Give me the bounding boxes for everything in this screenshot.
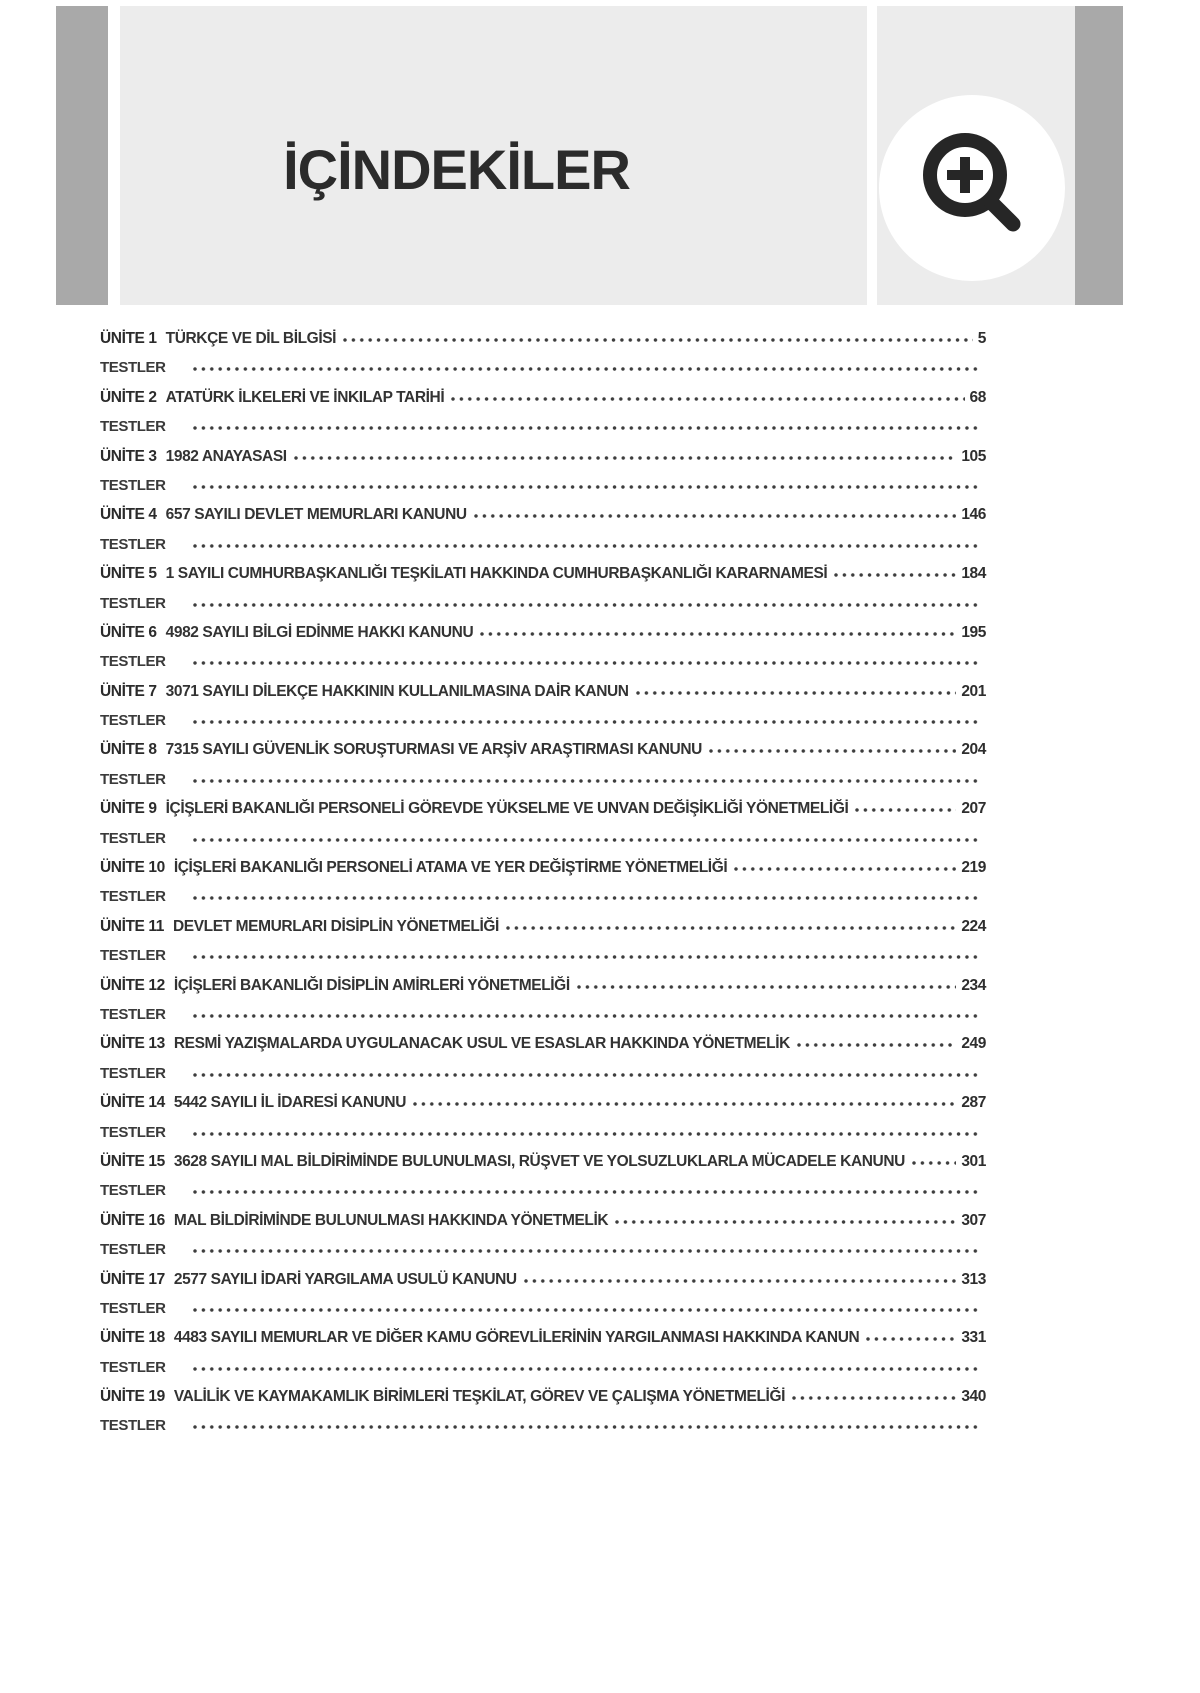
toc-tests-label: TESTLER bbox=[100, 1417, 166, 1435]
dot-leader bbox=[193, 779, 981, 783]
toc-entry-row bbox=[100, 448, 986, 477]
toc-entry-page-number: 301 bbox=[961, 1152, 986, 1170]
dot-leader bbox=[193, 838, 981, 842]
dot-leader bbox=[413, 1102, 956, 1106]
toc-tests-row bbox=[100, 418, 986, 447]
dot-leader bbox=[912, 1161, 956, 1165]
toc-entry-title: İÇİŞLERİ BAKANLIĞI DİSİPLİN AMİRLERİ YÖNETMELİĞİ bbox=[173, 976, 570, 994]
toc-tests-row bbox=[100, 1241, 986, 1270]
dot-leader bbox=[193, 485, 981, 489]
dot-leader bbox=[524, 1279, 957, 1283]
toc-entry-row bbox=[100, 1212, 986, 1241]
toc-entry-title: RESMİ YAZIŞMALARDA UYGULANACAK USUL VE ESASLAR HAKKINDA YÖNETMELİK bbox=[173, 1035, 790, 1053]
toc-tests-label: TESTLER bbox=[100, 1123, 166, 1141]
toc-tests-label: TESTLER bbox=[100, 947, 166, 965]
dot-leader bbox=[193, 1014, 981, 1018]
toc-entry-page-number: 249 bbox=[961, 1035, 986, 1053]
dot-leader bbox=[193, 544, 981, 548]
dot-leader bbox=[193, 1132, 981, 1136]
toc-entry-unit-label: ÜNİTE 6 bbox=[100, 623, 157, 641]
toc-entry-unit-label: ÜNİTE 1 bbox=[100, 330, 157, 347]
dot-leader bbox=[294, 456, 957, 460]
toc-entry-unit-label: ÜNİTE 4 bbox=[100, 506, 157, 524]
dot-leader bbox=[506, 926, 956, 930]
toc-entry-title: 1982 ANAYASASI bbox=[165, 447, 287, 465]
toc-tests-label: TESTLER bbox=[100, 476, 166, 494]
toc-entry-page-number: 340 bbox=[961, 1388, 986, 1406]
toc-entry-unit-label: ÜNİTE 12 bbox=[100, 976, 165, 994]
toc-entry-page-number: 207 bbox=[961, 800, 986, 818]
dot-leader bbox=[474, 514, 957, 518]
header-title-panel bbox=[120, 6, 867, 305]
toc-entry-unit-label: ÜNİTE 7 bbox=[100, 682, 157, 700]
toc-entry-page-number: 219 bbox=[961, 859, 986, 877]
toc-tests-label: TESTLER bbox=[100, 594, 166, 612]
dot-leader bbox=[193, 1073, 981, 1077]
toc-tests-label: TESTLER bbox=[100, 418, 166, 436]
toc-tests-row bbox=[100, 653, 986, 682]
toc-entry-page-number: 68 bbox=[969, 388, 986, 406]
toc-tests-label: TESTLER bbox=[100, 1299, 166, 1317]
toc-tests-row bbox=[100, 1006, 986, 1035]
toc-tests-row bbox=[100, 1124, 986, 1153]
toc-entry-unit-label: ÜNİTE 10 bbox=[100, 859, 165, 877]
toc-tests-row bbox=[100, 830, 986, 859]
toc-entry-page-number: 313 bbox=[961, 1270, 986, 1288]
dot-leader bbox=[193, 1425, 981, 1429]
right-accent-bar bbox=[1075, 6, 1123, 305]
dot-leader bbox=[577, 985, 957, 989]
toc-entry-unit-label: ÜNİTE 19 bbox=[100, 1388, 165, 1406]
toc-entry-title: İÇİŞLERİ BAKANLIĞI PERSONELİ ATAMA VE YER DEĞİŞTİRME YÖNETMELİĞİ bbox=[173, 859, 728, 877]
toc-tests-row bbox=[100, 1065, 986, 1094]
dot-leader bbox=[615, 1220, 956, 1224]
toc-entry-row bbox=[100, 800, 986, 829]
toc-entry-row bbox=[100, 624, 986, 653]
dot-leader bbox=[193, 367, 981, 371]
left-accent-bar bbox=[56, 6, 108, 305]
dot-leader bbox=[193, 426, 981, 430]
toc-entry-unit-label: ÜNİTE 18 bbox=[100, 1329, 165, 1347]
dot-leader bbox=[734, 867, 956, 871]
toc-entry-row bbox=[100, 1388, 986, 1417]
toc-tests-row bbox=[100, 1417, 986, 1446]
toc-entry-row bbox=[100, 565, 986, 594]
toc-tests-row bbox=[100, 771, 986, 800]
toc-entry-page-number: 184 bbox=[961, 565, 986, 583]
toc-tests-row bbox=[100, 536, 986, 565]
toc-entry-title: İÇİŞLERİ BAKANLIĞI PERSONELİ GÖREVDE YÜKSELME VE UNVAN DEĞİŞİKLİĞİ YÖNETMELİĞİ bbox=[165, 800, 849, 818]
toc-entry-row bbox=[100, 918, 986, 947]
toc-entry-unit-label: ÜNİTE 14 bbox=[100, 1094, 165, 1112]
toc-entry-row bbox=[100, 1094, 986, 1123]
toc-entry-unit-label: ÜNİTE 9 bbox=[100, 800, 157, 818]
toc-entry-unit-label: ÜNİTE 15 bbox=[100, 1152, 165, 1170]
toc-entry-title: 4483 SAYILI MEMURLAR VE DİĞER KAMU GÖREVLİLERİNİN YARGILANMASI HAKKINDA KANUN bbox=[173, 1329, 860, 1347]
toc-entry-title: 657 SAYILI DEVLET MEMURLARI KANUNU bbox=[165, 506, 467, 524]
dot-leader bbox=[797, 1043, 956, 1047]
dot-leader bbox=[193, 720, 981, 724]
dot-leader bbox=[855, 808, 956, 812]
dot-leader bbox=[193, 1308, 981, 1312]
toc-entry-page-number: 331 bbox=[961, 1329, 986, 1347]
dot-leader bbox=[792, 1396, 956, 1400]
toc-tests-row bbox=[100, 1182, 986, 1211]
toc-entry-row bbox=[100, 977, 986, 1006]
toc-tests-label: TESTLER bbox=[100, 1182, 166, 1200]
toc-tests-row bbox=[100, 477, 986, 506]
toc-entry-row bbox=[100, 330, 986, 359]
toc-tests-row bbox=[100, 1359, 986, 1388]
toc-entry-row bbox=[100, 741, 986, 770]
dot-leader bbox=[193, 1367, 981, 1371]
dot-leader bbox=[451, 397, 964, 401]
toc-entry-row bbox=[100, 1035, 986, 1064]
toc-entry-page-number: 234 bbox=[961, 976, 986, 994]
toc-tests-label: TESTLER bbox=[100, 359, 166, 377]
zoom-in-magnifier-icon bbox=[909, 121, 1035, 247]
toc-tests-label: TESTLER bbox=[100, 1005, 166, 1023]
toc-entry-row bbox=[100, 1153, 986, 1182]
toc-entry-row bbox=[100, 389, 986, 418]
toc-entry-row bbox=[100, 683, 986, 712]
toc-entry-title: DEVLET MEMURLARI DİSİPLİN YÖNETMELİĞİ bbox=[173, 917, 499, 935]
dot-leader bbox=[193, 1249, 981, 1253]
dot-leader bbox=[343, 338, 973, 342]
toc-entry-page-number: 201 bbox=[961, 682, 986, 700]
toc-entry-title: 2577 SAYILI İDARİ YARGILAMA USULÜ KANUNU bbox=[173, 1270, 517, 1288]
toc-entry-unit-label: ÜNİTE 17 bbox=[100, 1270, 165, 1288]
dot-leader bbox=[709, 749, 956, 753]
dot-leader bbox=[193, 896, 981, 900]
page-title: İÇİNDEKİLER bbox=[283, 138, 630, 201]
toc-tests-row bbox=[100, 712, 986, 741]
toc-entry-page-number: 195 bbox=[961, 623, 986, 641]
toc-tests-label: TESTLER bbox=[100, 653, 166, 671]
toc-tests-row bbox=[100, 947, 986, 976]
toc-tests-label: TESTLER bbox=[100, 829, 166, 847]
header-icon-panel bbox=[877, 6, 1075, 305]
toc-tests-label: TESTLER bbox=[100, 535, 166, 553]
toc-tests-label: TESTLER bbox=[100, 712, 166, 730]
toc-entry-title: 3628 SAYILI MAL BİLDİRİMİNDE BULUNULMASI, RÜŞVET VE YOLSUZLUKLARLA MÜCADELE KANUNU bbox=[173, 1152, 905, 1170]
dot-leader bbox=[834, 573, 956, 577]
toc-entry-unit-label: ÜNİTE 5 bbox=[100, 565, 157, 583]
dot-leader bbox=[866, 1337, 956, 1341]
toc-entry-page-number: 287 bbox=[961, 1094, 986, 1112]
toc-entry-title: VALİLİK VE KAYMAKAMLIK BİRİMLERİ TEŞKİLAT, GÖREV VE ÇALIŞMA YÖNETMELİĞİ bbox=[173, 1388, 786, 1406]
toc-entry-title: 7315 SAYILI GÜVENLİK SORUŞTURMASI VE ARŞİV ARAŞTIRMASI KANUNU bbox=[165, 741, 702, 759]
toc-entry-row bbox=[100, 859, 986, 888]
toc-entry-title: 1 SAYILI CUMHURBAŞKANLIĞI TEŞKİLATI HAKKINDA CUMHURBAŞKANLIĞI KARARNAMESİ bbox=[165, 565, 828, 583]
dot-leader bbox=[636, 691, 957, 695]
toc-entry-title: ATATÜRK İLKELERİ VE İNKILAP TARİHİ bbox=[165, 388, 445, 406]
toc-entry-page-number: 204 bbox=[961, 741, 986, 759]
toc-tests-label: TESTLER bbox=[100, 1241, 166, 1259]
toc-entry-unit-label: ÜNİTE 8 bbox=[100, 741, 157, 759]
toc-list bbox=[100, 330, 986, 1447]
toc-tests-row bbox=[100, 1300, 986, 1329]
toc-entry-title: 3071 SAYILI DİLEKÇE HAKKININ KULLANILMASINA DAİR KANUN bbox=[165, 682, 629, 700]
toc-entry-title: 4982 SAYILI BİLGİ EDİNME HAKKI KANUNU bbox=[165, 623, 474, 641]
toc-entry-page-number: 5 bbox=[977, 330, 986, 347]
toc-entry-unit-label: ÜNİTE 3 bbox=[100, 447, 157, 465]
toc-entry-page-number: 224 bbox=[961, 917, 986, 935]
toc-tests-label: TESTLER bbox=[100, 770, 166, 788]
icon-circle bbox=[879, 95, 1065, 281]
dot-leader bbox=[193, 1190, 981, 1194]
toc-entry-title: TÜRKÇE VE DİL BİLGİSİ bbox=[165, 330, 337, 347]
dot-leader bbox=[193, 603, 981, 607]
toc-entry-page-number: 307 bbox=[961, 1211, 986, 1229]
toc-tests-row bbox=[100, 888, 986, 917]
toc-entry-page-number: 146 bbox=[961, 506, 986, 524]
toc-tests-label: TESTLER bbox=[100, 1064, 166, 1082]
toc-entry-unit-label: ÜNİTE 11 bbox=[100, 917, 164, 935]
toc-entry-row bbox=[100, 506, 986, 535]
toc-entry-row bbox=[100, 1329, 986, 1358]
toc-entry-row bbox=[100, 1271, 986, 1300]
toc-tests-row bbox=[100, 359, 986, 388]
toc-entry-title: 5442 SAYILI İL İDARESİ KANUNU bbox=[173, 1094, 407, 1112]
toc-tests-label: TESTLER bbox=[100, 1358, 166, 1376]
dot-leader bbox=[193, 661, 981, 665]
toc-entry-unit-label: ÜNİTE 13 bbox=[100, 1035, 165, 1053]
toc-entry-title: MAL BİLDİRİMİNDE BULUNULMASI HAKKINDA YÖNETMELİK bbox=[173, 1211, 609, 1229]
toc-entry-page-number: 105 bbox=[961, 447, 986, 465]
toc-entry-unit-label: ÜNİTE 16 bbox=[100, 1211, 165, 1229]
toc-entry-unit-label: ÜNİTE 2 bbox=[100, 388, 157, 406]
dot-leader bbox=[193, 955, 981, 959]
toc-tests-row bbox=[100, 595, 986, 624]
dot-leader bbox=[480, 632, 956, 636]
toc-tests-label: TESTLER bbox=[100, 888, 166, 906]
